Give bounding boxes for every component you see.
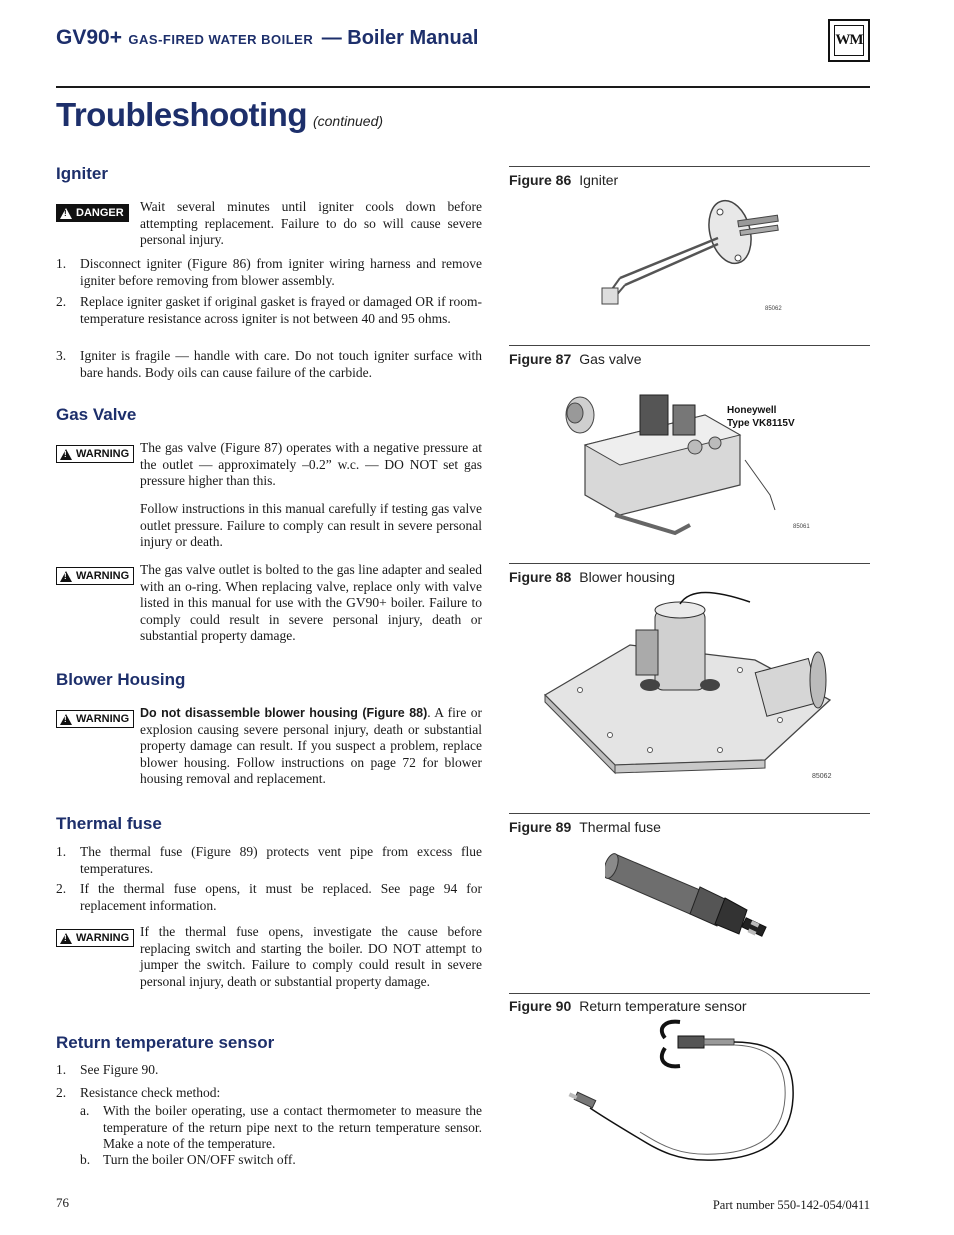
thermal-fuse-illustration — [605, 842, 775, 952]
gas-valve-warning-1b: Follow instructions in this manual carefully if testing gas valve outlet pressure. Failure to comply can result in severe personal injury or death. — [140, 501, 482, 549]
figure-number: Figure 89 — [509, 819, 572, 835]
igniter-step-2: Replace igniter gasket if original gasket is frayed or damaged OR if room-temperature resistance across igniter is not between 40 and 95 ohms. — [80, 294, 482, 326]
return-sensor-substep-a: With the boiler operating, use a contact thermometer to measure the temperature of the return pipe next to the return temperature sensor. Make a note of the temperature. — [103, 1103, 482, 1151]
figure-caption-text: Gas valve — [579, 351, 642, 367]
warning-label-text: WARNING — [76, 570, 130, 582]
gas-valve-type-label: Type VK8115V — [727, 418, 795, 429]
page-number: 76 — [56, 1195, 69, 1210]
igniter-step-1: Disconnect igniter (Figure 86) from igniter wiring harness and remove igniter before removing from blower assembly. — [80, 256, 482, 288]
list-number: 2. — [56, 881, 67, 896]
warning-label — [56, 567, 134, 585]
page-title-continued: (continued) — [312, 113, 384, 129]
header-manual: — Boiler Manual — [321, 27, 479, 49]
warning-triangle-icon — [60, 449, 72, 460]
thermal-fuse-step-2: If the thermal fuse opens, it must be replaced. See page 94 for replacement information. — [80, 881, 482, 913]
figure-caption-text: Thermal fuse — [579, 819, 661, 835]
figure-code: 85061 — [793, 524, 810, 530]
list-number: 2. — [56, 1085, 67, 1100]
gas-valve-warning-1a: The gas valve (Figure 87) operates with a negative pressure at the outlet — approximately –0.2” w.c. — DO NOT set gas pressure higher than this. — [140, 440, 482, 488]
danger-label — [56, 204, 129, 222]
section-heading-igniter: Igniter — [56, 164, 108, 183]
figure-rule — [509, 166, 870, 167]
warning-label — [56, 710, 134, 728]
return-sensor-step-2: Resistance check method: — [80, 1085, 221, 1100]
return-sensor-substep-b: Turn the boiler ON/OFF switch off. — [103, 1152, 296, 1167]
figure-caption-text: Igniter — [579, 172, 619, 188]
list-letter: a. — [80, 1103, 90, 1118]
document-header — [56, 26, 478, 50]
logo-text: WM — [834, 25, 864, 56]
gas-valve-illustration — [555, 375, 825, 540]
list-number: 1. — [56, 844, 67, 859]
list-number: 1. — [56, 1062, 67, 1077]
page-title — [56, 96, 383, 134]
part-number: Part number 550-142-054/0411 — [712, 1198, 870, 1212]
figure-code: 85062 — [812, 773, 832, 780]
figure-88-caption — [509, 569, 675, 585]
section-heading-return-sensor: Return temperature sensor — [56, 1033, 275, 1052]
figure-87-caption — [509, 351, 642, 367]
igniter-danger-text: Wait several minutes until igniter cools down before attempting replacement. Failure to do so will cause severe personal injury. — [140, 199, 482, 247]
figure-rule — [509, 345, 870, 346]
section-heading-blower-housing: Blower Housing — [56, 670, 186, 689]
warning-triangle-icon — [60, 208, 72, 219]
weil-mclain-logo — [828, 19, 870, 62]
figure-rule — [509, 993, 870, 994]
return-sensor-illustration — [565, 1018, 825, 1168]
figure-code: 85062 — [765, 306, 782, 312]
list-number: 1. — [56, 256, 67, 271]
blower-warning-bold: Do not disassemble blower housing (Figure 88) — [140, 706, 428, 720]
blower-warning-rest: . A fire or explosion causing severe personal injury, death or substantial property damage can result. If you suspect a problem, replace blower housing. Follow instructions on page 72 for blower housing removal and replacement. — [140, 705, 482, 786]
igniter-illustration — [590, 190, 790, 320]
section-heading-thermal-fuse: Thermal fuse — [56, 814, 162, 833]
warning-triangle-icon — [60, 571, 72, 582]
figure-number: Figure 88 — [509, 569, 572, 585]
figure-number: Figure 90 — [509, 998, 572, 1014]
figure-86-caption — [509, 172, 618, 188]
warning-triangle-icon — [60, 714, 72, 725]
gas-valve-warning-2: The gas valve outlet is bolted to the gas line adapter and sealed with an o-ring. When replacing valve, replace only with valve listed in this manual for use with the GV90+ boiler. Failure to comply could result in severe personal injury, death or substantial property damage. — [140, 562, 482, 643]
header-subtitle: GAS-FIRED WATER BOILER — [128, 32, 314, 47]
warning-label — [56, 445, 134, 463]
figure-rule — [509, 563, 870, 564]
figure-caption-text: Return temperature sensor — [579, 998, 747, 1014]
figure-rule — [509, 813, 870, 814]
header-rule — [56, 86, 870, 88]
list-number: 2. — [56, 294, 67, 309]
blower-warning-text — [140, 705, 482, 788]
warning-label-text: WARNING — [76, 448, 130, 460]
danger-label-text: DANGER — [76, 207, 124, 219]
warning-label-text: WARNING — [76, 713, 130, 725]
igniter-step-3: Igniter is fragile — handle with care. Do not touch igniter surface with bare hands. Body oils can cause failure of the carbide. — [80, 348, 482, 380]
list-number: 3. — [56, 348, 67, 363]
warning-triangle-icon — [60, 933, 72, 944]
list-letter: b. — [80, 1152, 91, 1167]
header-model: GV90+ — [56, 26, 122, 49]
figure-90-caption — [509, 998, 747, 1014]
section-heading-gas-valve: Gas Valve — [56, 405, 137, 424]
figure-caption-text: Blower housing — [579, 569, 675, 585]
warning-label — [56, 929, 134, 947]
warning-label-text: WARNING — [76, 932, 130, 944]
page-title-text: Troubleshooting — [56, 96, 307, 133]
blower-housing-illustration — [540, 590, 840, 790]
figure-number: Figure 87 — [509, 351, 572, 367]
figure-89-caption — [509, 819, 661, 835]
figure-number: Figure 86 — [509, 172, 572, 188]
thermal-fuse-warning: If the thermal fuse opens, investigate the cause before replacing switch and starting the boiler. DO NOT attempt to jumper the switch. Failure to comply could result in severe personal injury, death or substantial property damage. — [140, 924, 482, 989]
gas-valve-brand-label: Honeywell — [727, 405, 777, 416]
return-sensor-step-1: See Figure 90. — [80, 1062, 159, 1077]
thermal-fuse-step-1: The thermal fuse (Figure 89) protects vent pipe from excess flue temperatures. — [80, 844, 482, 876]
